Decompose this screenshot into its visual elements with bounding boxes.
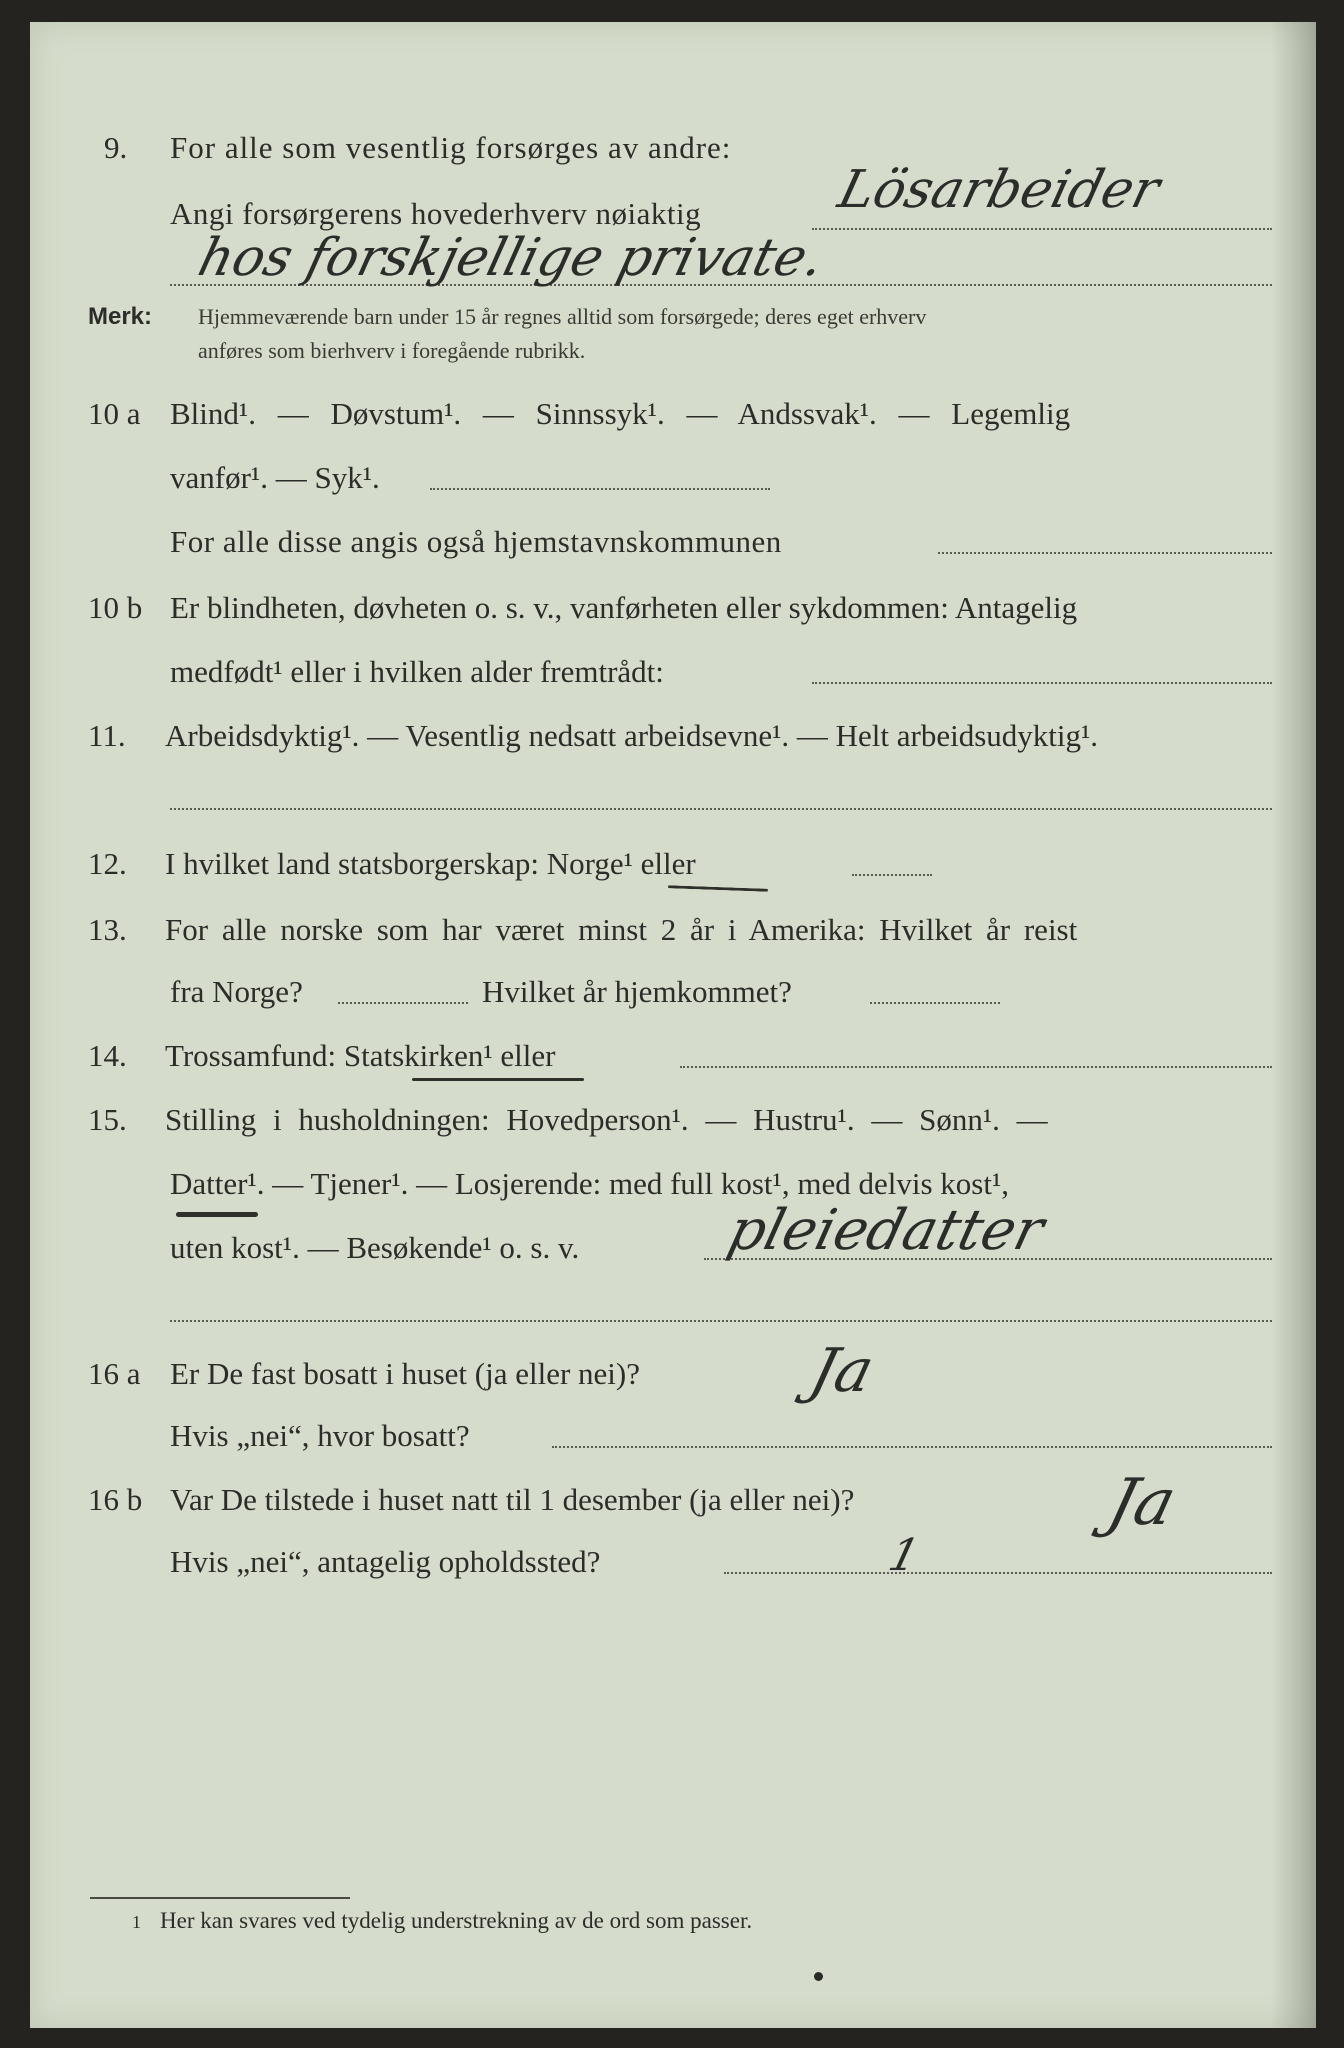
q10b-number: 10 b [88, 590, 143, 625]
q9-line2: Angi forsørgerens hovederhverv nøiaktig [170, 196, 702, 231]
merk-line2: anføres som bierhverv i foregående rubrikk. [198, 338, 586, 363]
q16a-line2: Hvis „nei“, hvor bosatt? [170, 1418, 470, 1453]
q13-line2b: Hvilket år hjemkommet? [482, 974, 792, 1009]
footnote-rule [90, 1897, 350, 1899]
q14-statskirken-underline [412, 1078, 584, 1081]
q10a-line2: vanfør¹. — Syk¹. [170, 460, 380, 495]
footnote-text: Her kan svares ved tydelig understrekning av de ord som passer. [160, 1908, 753, 1933]
page-edge-shadow [1270, 22, 1316, 2028]
ink-dot [814, 1972, 823, 1981]
q10a-number: 10 a [88, 396, 141, 431]
q10a-answer-line [430, 488, 770, 490]
q14-line1: Trossamfund: Statskirken¹ eller [165, 1038, 556, 1073]
q11-answer-line [170, 808, 1272, 810]
q10b-line1: Er blindheten, døvheten o. s. v., vanførheten eller sykdommen: Antagelig [170, 590, 1078, 625]
q16b-number: 16 b [88, 1482, 143, 1517]
merk-label: Merk: [88, 303, 153, 330]
q12-answer-line [852, 874, 932, 876]
q12-line1: I hvilket land statsborgerskap: Norge¹ eller [165, 846, 696, 881]
q14-answer-line [680, 1066, 1272, 1068]
q15-handwritten-status: pleiedatter [721, 1198, 1051, 1263]
q13-line1: For alle norske som har været minst 2 år i Amerika: Hvilket år reist [165, 912, 1078, 947]
q10b-answer-line [812, 682, 1272, 684]
q16b-line1: Var De tilstede i huset natt til 1 desember (ja eller nei)? [170, 1482, 855, 1517]
q16a-handwritten-answer: Ja [803, 1336, 881, 1406]
q13-number: 13. [88, 912, 127, 947]
q9-answer-line1 [812, 228, 1272, 230]
q16a-number: 16 a [88, 1356, 141, 1391]
q11-number: 11. [88, 718, 126, 753]
q16b-handwritten-answer: Ja [1100, 1466, 1184, 1540]
q16b-opholdssted-line [724, 1572, 1272, 1574]
q10a-line3: For alle disse angis også hjemstavnskommunen [170, 524, 782, 559]
footnote-marker: 1 [132, 1912, 141, 1932]
q9-handwritten-occupation-cont: hos forskjellige private. [192, 228, 830, 288]
q13-reist-line [338, 1002, 468, 1004]
q16b-handwritten-mark: 1 [883, 1530, 925, 1581]
q15-answer-line2 [170, 1320, 1272, 1322]
q16a-line1: Er De fast bosatt i huset (ja eller nei)? [170, 1356, 640, 1391]
q10a-line1: Blind¹. — Døvstum¹. — Sinnssyk¹. — Andssvak¹. — Legemlig [170, 396, 1071, 431]
q12-number: 12. [88, 846, 127, 881]
q16b-line2: Hvis „nei“, antagelig opholdssted? [170, 1544, 601, 1579]
q10b-line2: medfødt¹ eller i hvilken alder fremtrådt: [170, 654, 664, 689]
q15-datter-mark [176, 1212, 258, 1217]
q9-handwritten-occupation: Lösarbeider [832, 160, 1166, 220]
q15-number: 15. [88, 1102, 127, 1137]
q15-line2: Datter¹. — Tjener¹. — Losjerende: med full kost¹, med delvis kost¹, [170, 1166, 1009, 1201]
q15-line3: uten kost¹. — Besøkende¹ o. s. v. [170, 1230, 580, 1265]
q9-line1: For alle som vesentlig forsørges av andre: [170, 130, 732, 165]
q13-hjemkommet-line [870, 1002, 1000, 1004]
q16a-bosatt-line [552, 1446, 1272, 1448]
q14-number: 14. [88, 1038, 127, 1073]
q9-number: 9. [104, 130, 128, 165]
q11-line1: Arbeidsdyktig¹. — Vesentlig nedsatt arbeidsevne¹. — Helt arbeidsudyktig¹. [165, 718, 1099, 753]
q15-line1: Stilling i husholdningen: Hovedperson¹. — Hustru¹. — Sønn¹. — [165, 1102, 1048, 1137]
q13-line2a: fra Norge? [170, 974, 303, 1009]
merk-line1: Hjemmeværende barn under 15 år regnes alltid som forsørgede; deres eget erhverv [198, 304, 927, 329]
q10a-hjemstavn-line [938, 552, 1272, 554]
